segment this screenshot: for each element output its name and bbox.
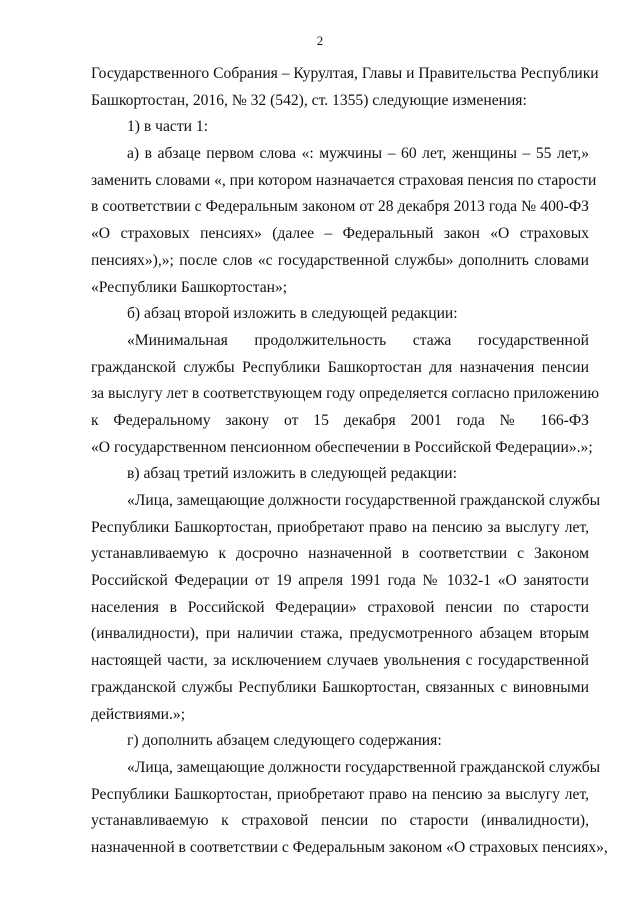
text-line: к Федеральному закону от 15 декабря 2001 года № 166-ФЗ bbox=[91, 411, 589, 429]
text-line: «О страховых пенсиях» (далее – Федеральный закон «О страховых bbox=[91, 225, 589, 243]
text-line: устанавливаемую к досрочно назначенной в соответствии с Законом bbox=[91, 545, 589, 563]
text-line: за выслугу лет в соответствующем году определяется согласно приложению bbox=[91, 385, 599, 403]
text-line: настоящей части, за исключением случаев увольнения с государственной bbox=[91, 652, 589, 670]
text-line: «Лица, замещающие должности государственной гражданской службы bbox=[127, 758, 601, 776]
text-line: в соответствии с Федеральным законом от 28 декабря 2013 года № 400-ФЗ bbox=[91, 198, 589, 216]
text-line: «О государственном пенсионном обеспечении в Российской Федерации».»; bbox=[91, 438, 593, 456]
text-line: Государственного Собрания – Курултая, Главы и Правительства Республики bbox=[91, 65, 599, 82]
text-line: действиями.»; bbox=[91, 705, 186, 723]
text-line: гражданской службы Республики Башкортостан для назначения пенсии bbox=[91, 358, 589, 376]
text-line: Российской Федерации от 19 апреля 1991 года № 1032-1 «О занятости bbox=[91, 572, 589, 590]
text-line: Республики Башкортостан, приобретают право на пенсию за выслугу лет, bbox=[91, 518, 589, 536]
text-line: «Минимальная продолжительность стажа государственной bbox=[127, 331, 589, 349]
text-line: б) абзац второй изложить в следующей редакции: bbox=[127, 305, 458, 323]
text-line: 1) в части 1: bbox=[127, 118, 209, 136]
page-number: 2 bbox=[316, 33, 324, 48]
text-line: гражданской службы Республики Башкортостан, связанных с виновными bbox=[91, 678, 589, 696]
text-line: заменить словами «, при котором назначается страховая пенсия по старости bbox=[91, 171, 597, 189]
text-line: устанавливаемую к страховой пенсии по старости (инвалидности), bbox=[91, 812, 589, 830]
text-line: Башкортостан, 2016, № 32 (542), ст. 1355) следующие изменения: bbox=[91, 91, 527, 109]
document-body bbox=[91, 61, 608, 862]
text-line: Республики Башкортостан, приобретают право на пенсию за выслугу лет, bbox=[91, 785, 589, 803]
text-line: «Лица, замещающие должности государственной гражданской службы bbox=[127, 492, 601, 509]
text-line: (инвалидности), при наличии стажа, предусмотренного абзацем вторым bbox=[91, 625, 589, 643]
text-line: в) абзац третий изложить в следующей редакции: bbox=[127, 465, 457, 483]
text-line: назначенной в соответствии с Федеральным законом «О страховых пенсиях», bbox=[91, 838, 608, 856]
text-line: пенсиях»),»; после слов «с государственной службы» дополнить словами bbox=[91, 251, 589, 269]
text-line: «Республики Башкортостан»; bbox=[91, 278, 288, 296]
text-line: а) в абзаце первом слова «: мужчины – 60 лет, женщины – 55 лет,» bbox=[127, 145, 589, 163]
text-line: населения в Российской Федерации» страховой пенсии по старости bbox=[91, 598, 589, 616]
text-line: г) дополнить абзацем следующего содержания: bbox=[127, 732, 442, 750]
